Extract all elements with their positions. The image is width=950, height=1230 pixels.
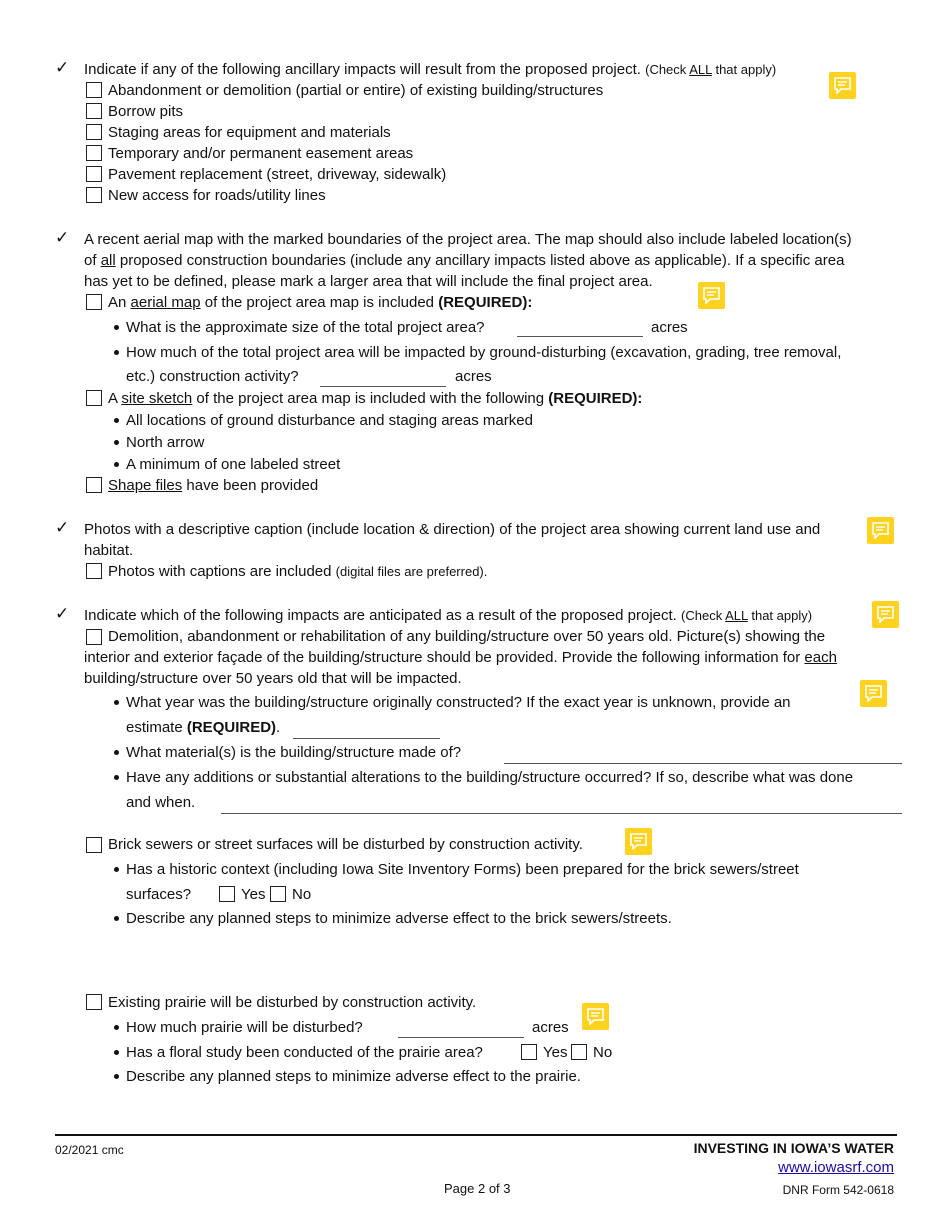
bullet <box>114 700 119 705</box>
check-mark-icon: ✓ <box>55 518 70 538</box>
bullet <box>114 325 119 330</box>
footer-rule <box>55 1134 897 1136</box>
comment-note-icon[interactable] <box>698 282 725 309</box>
photos-checkbox[interactable] <box>86 563 102 579</box>
yes-label: Yes <box>543 1044 568 1061</box>
footer-tagline: INVESTING IN IOWA’S WATER <box>693 1140 894 1156</box>
floral-study-yes-checkbox[interactable] <box>521 1044 537 1060</box>
demolition-label: Demolition, abandonment or rehabilitation of any building/structure over 50 years old. Picture(s) showing the <box>108 628 826 645</box>
aerial-map-instructions: A recent aerial map with the marked boundaries of the project area. The map should also include labeled location(s) <box>84 231 852 248</box>
comment-note-icon[interactable] <box>872 601 899 628</box>
historic-context-yes-checkbox[interactable] <box>219 886 235 902</box>
brick-sewers-checkbox[interactable] <box>86 837 102 853</box>
website-link[interactable]: www.iowasrf.com <box>778 1159 894 1176</box>
acres-unit: acres <box>455 368 492 385</box>
yes-label: Yes <box>241 886 266 903</box>
material-input[interactable] <box>504 763 902 764</box>
construction-year-question: What year was the building/structure originally constructed? If the exact year is unknown, provide an <box>126 694 791 711</box>
material-question: What material(s) is the building/structure made of? <box>126 744 462 761</box>
ancillary-checkbox-6[interactable] <box>86 187 102 203</box>
sketch-requirement: North arrow <box>126 434 205 451</box>
page-number: Page 2 of 3 <box>444 1181 511 1196</box>
photos-label: Photos with captions are included (digital files are preferred). <box>108 563 488 580</box>
bullet <box>114 462 119 467</box>
shape-files-label: Shape files have been provided <box>108 477 319 494</box>
prairie-checkbox[interactable] <box>86 994 102 1010</box>
bullet <box>114 867 119 872</box>
brick-sewers-label: Brick sewers or street surfaces will be disturbed by construction activity. <box>108 836 583 853</box>
bullet <box>114 1050 119 1055</box>
site-sketch-checkbox[interactable] <box>86 390 102 406</box>
acres-unit: acres <box>532 1019 569 1036</box>
comment-note-icon[interactable] <box>860 680 887 707</box>
aerial-map-instructions: has yet to be defined, please mark a larger area that will include the final project area. <box>84 273 653 290</box>
ancillary-option-label: Pavement replacement (street, driveway, sidewalk) <box>108 166 447 183</box>
comment-note-icon[interactable] <box>582 1003 609 1030</box>
demolition-label: interior and exterior façade of the building/structure should be provided. Provide the following information for each <box>84 649 837 666</box>
check-mark-icon: ✓ <box>55 58 70 78</box>
floral-study-question: Has a floral study been conducted of the prairie area? <box>126 1044 483 1061</box>
aerial-map-checkbox[interactable] <box>86 294 102 310</box>
alterations-question: Have any additions or substantial alterations to the building/structure occurred? If so, describe what was done <box>126 769 854 786</box>
aerial-map-label: An aerial map of the project area map is included (REQUIRED): <box>108 294 533 311</box>
ancillary-checkbox-5[interactable] <box>86 166 102 182</box>
impact-area-input[interactable] <box>320 386 446 387</box>
question-text: Indicate if any of the following ancillary impacts will result from the proposed project. <box>84 61 641 78</box>
alterations-question: and when. <box>126 794 196 811</box>
construction-year-question: estimate (REQUIRED). <box>126 719 281 736</box>
comment-note-icon[interactable] <box>625 828 652 855</box>
check-mark-icon: ✓ <box>55 228 70 248</box>
project-size-input[interactable] <box>517 336 643 337</box>
acres-unit: acres <box>651 319 688 336</box>
prairie-label: Existing prairie will be disturbed by construction activity. <box>108 994 477 1011</box>
brick-mitigation-question: Describe any planned steps to minimize adverse effect to the brick sewers/streets. <box>126 910 672 927</box>
bullet <box>114 775 119 780</box>
photos-instructions: Photos with a descriptive caption (include location & direction) of the project area showing current land use and <box>84 521 821 538</box>
bullet <box>114 1074 119 1079</box>
section4-question: Indicate which of the following impacts are anticipated as a result of the proposed project. (Check ALL that apply) <box>84 607 813 624</box>
photos-instructions: habitat. <box>84 542 134 559</box>
site-sketch-label: A site sketch of the project area map is included with the following (REQUIRED): <box>108 390 643 407</box>
form-id: DNR Form 542-0618 <box>782 1183 894 1197</box>
construction-year-input[interactable] <box>293 738 440 739</box>
prairie-amount-input[interactable] <box>398 1037 524 1038</box>
impact-area-question: etc.) construction activity? <box>126 368 299 385</box>
alterations-input[interactable] <box>221 813 902 814</box>
bullet <box>114 350 119 355</box>
ancillary-checkbox-1[interactable] <box>86 82 102 98</box>
historic-context-question: Has a historic context (including Iowa Site Inventory Forms) been prepared for the brick sewers/street <box>126 861 799 878</box>
bullet <box>114 916 119 921</box>
bullet <box>114 750 119 755</box>
prairie-mitigation-question: Describe any planned steps to minimize adverse effect to the prairie. <box>126 1068 581 1085</box>
no-label: No <box>292 886 312 903</box>
impact-area-question: How much of the total project area will be impacted by ground-disturbing (excavation, grading, tree removal, <box>126 344 842 361</box>
check-mark-icon: ✓ <box>55 604 70 624</box>
check-all-hint: (Check ALL that apply) <box>645 62 777 77</box>
bullet <box>114 1025 119 1030</box>
prairie-amount-question: How much prairie will be disturbed? <box>126 1019 363 1036</box>
ancillary-option-label: Temporary and/or permanent easement areas <box>108 145 414 162</box>
bullet <box>114 418 119 423</box>
floral-study-no-checkbox[interactable] <box>571 1044 587 1060</box>
comment-note-icon[interactable] <box>867 517 894 544</box>
comment-note-icon[interactable] <box>829 72 856 99</box>
demolition-label: building/structure over 50 years old that will be impacted. <box>84 670 462 687</box>
ancillary-option-label: Staging areas for equipment and materials <box>108 124 391 141</box>
project-size-question: What is the approximate size of the total project area? <box>126 319 485 336</box>
shape-files-checkbox[interactable] <box>86 477 102 493</box>
bullet <box>114 440 119 445</box>
section1-question <box>84 60 776 80</box>
ancillary-checkbox-2[interactable] <box>86 103 102 119</box>
sketch-requirement: A minimum of one labeled street <box>126 456 341 473</box>
date-code: 02/2021 cmc <box>55 1143 124 1157</box>
ancillary-option-label: Borrow pits <box>108 103 184 120</box>
ancillary-option-label: New access for roads/utility lines <box>108 187 326 204</box>
demolition-checkbox[interactable] <box>86 629 102 645</box>
sketch-requirement: All locations of ground disturbance and staging areas marked <box>126 412 533 429</box>
ancillary-option-label: Abandonment or demolition (partial or entire) of existing building/structures <box>108 82 604 99</box>
ancillary-checkbox-3[interactable] <box>86 124 102 140</box>
ancillary-checkbox-4[interactable] <box>86 145 102 161</box>
historic-context-no-checkbox[interactable] <box>270 886 286 902</box>
aerial-map-instructions: of all proposed construction boundaries (include any ancillary impacts listed above as applicable). If a specific area <box>84 252 845 269</box>
historic-context-question: surfaces? <box>126 886 192 903</box>
no-label: No <box>593 1044 613 1061</box>
